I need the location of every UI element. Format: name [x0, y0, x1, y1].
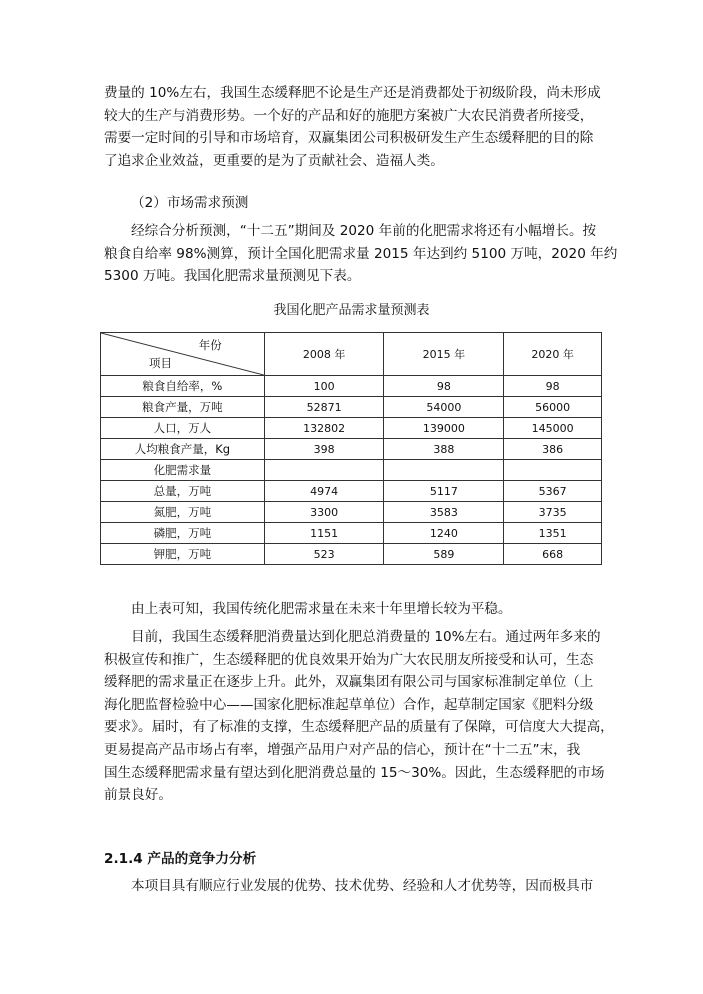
text-line: 需要一定时间的引导和市场培育，双赢集团公司积极研发生产生态缓释肥的目的除	[104, 130, 594, 147]
diagonal-divider	[101, 333, 264, 375]
table-row	[101, 418, 602, 439]
subsection-heading-text: （2）市场需求预测	[131, 195, 249, 211]
text-line: 由上表可知，我国传统化肥需求量在未来十年里增长较为平稳。	[131, 601, 512, 617]
text-line: 要求》。届时，有了标准的支撑，生态缓释肥产品的质量有了保障，可信度大大提高，	[104, 719, 614, 736]
text-line: 更易提高产品市场占有率，增强产品用户对产品的信心，预计在“十二五”末，我	[104, 741, 581, 758]
table-cell: 56000	[504, 397, 602, 418]
table-cell: 1351	[504, 523, 602, 544]
table-row	[101, 544, 602, 565]
table-cell: 98	[504, 376, 602, 397]
table-header-row	[101, 333, 602, 376]
text-line: 本项目具有顺应行业发展的优势、技术优势、经验和人才优势等，因而极具市	[131, 878, 594, 894]
text-line: 海化肥监督检验中心——国家化肥标准起草单位）合作，起草制定国家《肥料分级	[104, 696, 594, 713]
table-cell: 398	[264, 439, 384, 460]
text-line: 前景良好。	[104, 787, 172, 804]
text-line: 积极宣传和推广，生态缓释肥的优良效果开始为广大农民朋友所接受和认可，生态	[104, 651, 594, 668]
forecast-paragraph	[104, 220, 618, 288]
table-row	[101, 481, 602, 502]
table-title: 我国化肥产品需求量预测表	[273, 303, 430, 318]
table-cell: 100	[264, 376, 384, 397]
text-line: 费量的 10%左右，我国生态缓释肥不论是生产还是消费都处于初级阶段，尚未形成	[104, 85, 601, 101]
table-cell: 3300	[264, 502, 384, 523]
row-label: 磷肥，万吨	[101, 523, 265, 544]
table-cell	[384, 460, 504, 481]
final-paragraph	[104, 875, 612, 898]
table-cell: 132802	[264, 418, 384, 439]
table-row	[101, 460, 602, 481]
table-cell: 54000	[384, 397, 504, 418]
row-label: 钾肥，万吨	[101, 544, 265, 565]
text-line: 粮食自给率 98%测算，预计全国化肥需求量 2015 年达到约 5100 万吨，2020 年约	[104, 245, 618, 262]
text-line: 5300 万吨。我国化肥需求量预测见下表。	[104, 268, 361, 285]
corner-item-label: 项目	[149, 356, 172, 370]
table-row	[101, 502, 602, 523]
table-cell: 1151	[264, 523, 384, 544]
year-header: 2020 年	[504, 333, 602, 376]
table-cell	[264, 460, 384, 481]
table-cell: 1240	[384, 523, 504, 544]
table-cell: 386	[504, 439, 602, 460]
text-line: 目前，我国生态缓释肥消费量达到化肥总消费量的 10%左右。通过两年多来的	[131, 629, 601, 645]
text-line: 缓释肥的需求量正在逐步上升。此外，双赢集团有限公司与国家标准制定单位（上	[104, 674, 594, 691]
row-label: 人均粮食产量，Kg	[101, 439, 265, 460]
table-corner-cell	[101, 333, 265, 376]
row-label: 总量，万吨	[101, 481, 265, 502]
table-row	[101, 523, 602, 544]
row-label: 氮肥，万吨	[101, 502, 265, 523]
text-line: 较大的生产与消费形势。一个好的产品和好的施肥方案被广大农民消费者所接受，	[104, 107, 594, 124]
table-row	[101, 439, 602, 460]
row-label: 化肥需求量	[101, 460, 265, 481]
year-header: 2008 年	[264, 333, 384, 376]
after-table-paragraph	[104, 598, 612, 621]
table-cell: 139000	[384, 418, 504, 439]
table-cell: 145000	[504, 418, 602, 439]
table-cell: 523	[264, 544, 384, 565]
subsection-heading	[104, 192, 639, 215]
table-cell: 4974	[264, 481, 384, 502]
table-cell: 668	[504, 544, 602, 565]
row-label: 粮食产量，万吨	[101, 397, 265, 418]
corner-year-label: 年份	[198, 338, 222, 352]
table-cell: 5367	[504, 481, 602, 502]
row-label: 人口，万人	[101, 418, 265, 439]
current-market-paragraph	[104, 626, 612, 807]
table-cell: 3735	[504, 502, 602, 523]
table-cell: 5117	[384, 481, 504, 502]
year-header: 2015 年	[384, 333, 504, 376]
row-label: 粮食自给率，%	[101, 376, 265, 397]
table-cell: 98	[384, 376, 504, 397]
text-line: 经综合分析预测，“十二五”期间及 2020 年前的化肥需求将还有小幅增长。按	[131, 223, 597, 239]
table-row	[101, 376, 602, 397]
table-cell: 52871	[264, 397, 384, 418]
intro-paragraph	[104, 82, 612, 172]
demand-forecast-table	[100, 332, 602, 565]
text-line: 了追求企业效益，更重要的是为了贡献社会、造福人类。	[104, 152, 444, 169]
table-cell: 3583	[384, 502, 504, 523]
section-heading: 2.1.4 产品的竞争力分析	[104, 851, 257, 867]
table-row	[101, 397, 602, 418]
table-cell	[504, 460, 602, 481]
table-cell: 388	[384, 439, 504, 460]
table-cell: 589	[384, 544, 504, 565]
text-line: 国生态缓释肥需求量有望达到化肥消费总量的 15～30%。因此，生态缓释肥的市场	[104, 764, 605, 781]
